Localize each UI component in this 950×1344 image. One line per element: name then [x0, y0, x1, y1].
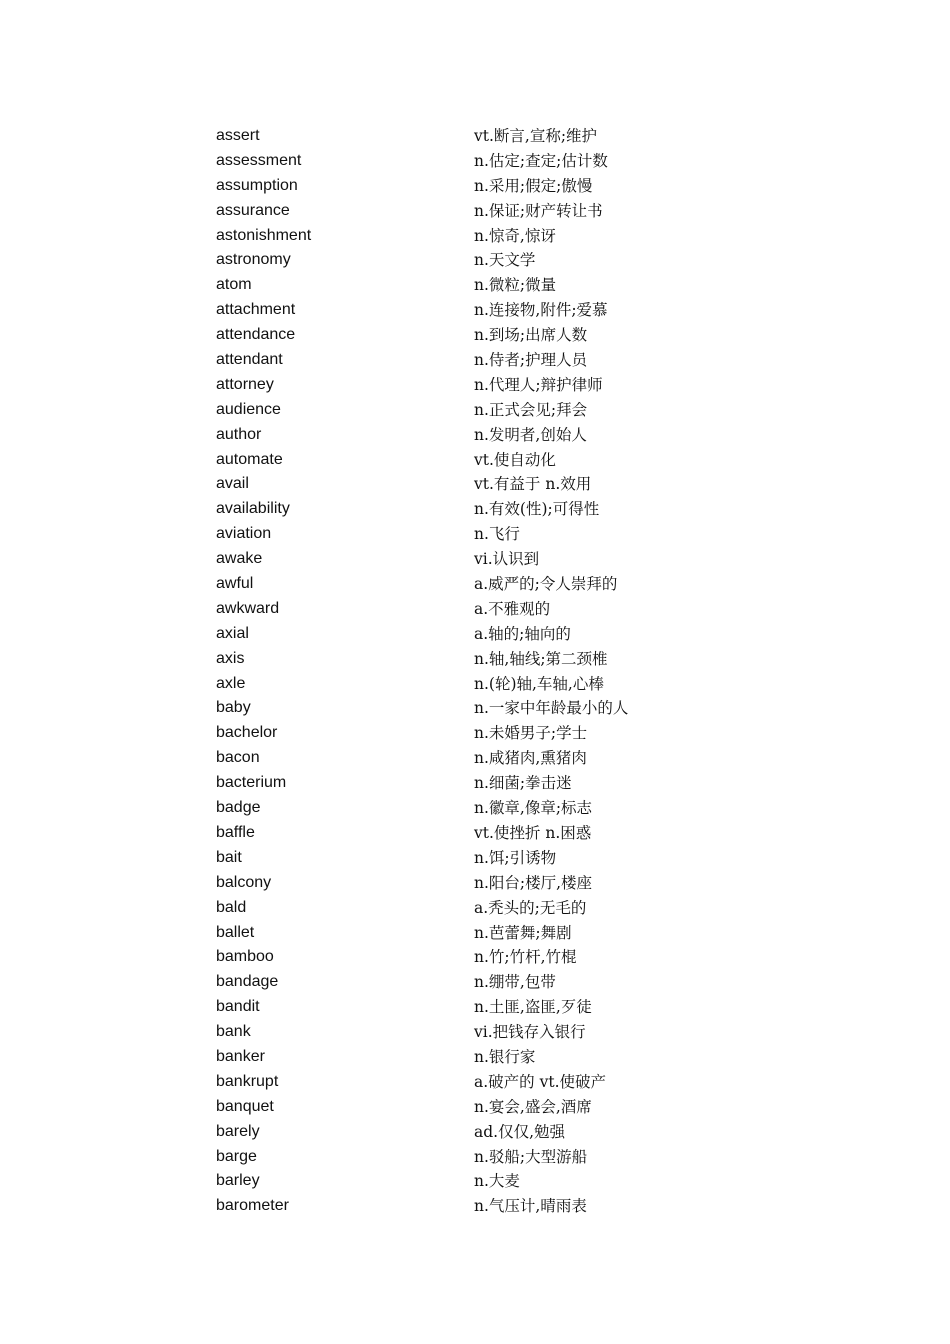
- vocab-row: [216, 248, 736, 273]
- vocab-row: [216, 721, 736, 746]
- vocab-definition: n.咸猪肉,熏猪肉: [474, 749, 587, 768]
- vocab-definition: ad.仅仅,勉强: [474, 1122, 566, 1141]
- vocab-row: [216, 522, 736, 547]
- vocab-word: axial: [216, 624, 249, 642]
- vocab-definition: a.破产的 vt.使破产: [474, 1072, 607, 1091]
- vocab-row: [216, 547, 736, 572]
- vocab-definition: n.芭蕾舞;舞剧: [474, 923, 572, 942]
- vocab-row: [216, 746, 736, 771]
- vocab-row: [216, 199, 736, 224]
- vocab-definition: n.微粒;微量: [474, 276, 557, 295]
- vocab-word: attendant: [216, 351, 283, 369]
- vocab-definition: vt.使自动化: [474, 450, 556, 469]
- vocab-word: bank: [216, 1023, 251, 1041]
- vocab-definition: n.天文学: [474, 251, 536, 270]
- vocab-definition: n.飞行: [474, 525, 520, 544]
- vocab-word: atom: [216, 276, 252, 294]
- vocab-word: awkward: [216, 599, 280, 617]
- vocab-row: [216, 597, 736, 622]
- vocab-row: [216, 647, 736, 672]
- vocab-row: [216, 1194, 736, 1219]
- vocab-definition: n.土匪,盗匪,歹徒: [474, 998, 592, 1017]
- vocab-definition: n.驳船;大型游船: [474, 1147, 588, 1166]
- vocab-word: astonishment: [216, 226, 312, 244]
- vocab-row: [216, 224, 736, 249]
- vocab-word: bandage: [216, 973, 279, 991]
- vocab-row: [216, 970, 736, 995]
- vocab-row: [216, 1169, 736, 1194]
- vocabulary-list: [216, 124, 736, 1219]
- vocab-row: [216, 298, 736, 323]
- vocab-row: [216, 373, 736, 398]
- vocab-word: axis: [216, 649, 245, 667]
- vocab-definition: n.未婚男子;学士: [474, 724, 588, 743]
- vocab-definition: n.连接物,附件;爱慕: [474, 301, 608, 320]
- vocab-definition: a.不雅观的: [474, 599, 551, 618]
- vocab-definition: n.保证;财产转让书: [474, 201, 603, 220]
- vocab-definition: n.细菌;拳击迷: [474, 774, 572, 793]
- vocab-word: awake: [216, 550, 263, 568]
- vocab-definition: n.大麦: [474, 1172, 520, 1191]
- vocab-word: assessment: [216, 151, 302, 169]
- vocab-row: [216, 1020, 736, 1045]
- vocab-word: bandit: [216, 998, 260, 1016]
- vocab-definition: vi.把钱存入银行: [474, 1023, 586, 1042]
- vocab-word: balcony: [216, 873, 272, 891]
- vocab-word: bankrupt: [216, 1072, 279, 1090]
- vocab-word: bacterium: [216, 774, 287, 792]
- vocab-row: [216, 124, 736, 149]
- vocab-definition: n.(轮)轴,车轴,心棒: [474, 674, 604, 693]
- vocab-word: ballet: [216, 923, 255, 941]
- vocab-row: [216, 423, 736, 448]
- vocab-row: [216, 1120, 736, 1145]
- vocab-row: [216, 871, 736, 896]
- vocab-definition: vt.有益于 n.效用: [474, 475, 592, 494]
- vocab-definition: vi.认识到: [474, 550, 540, 569]
- vocab-definition: n.到场;出席人数: [474, 326, 588, 345]
- vocab-word: author: [216, 425, 262, 443]
- vocab-row: [216, 1070, 736, 1095]
- vocab-definition: n.代理人;辩护律师: [474, 375, 603, 394]
- vocab-row: [216, 846, 736, 871]
- vocab-word: bald: [216, 898, 247, 916]
- vocab-word: attorney: [216, 375, 274, 393]
- vocab-definition: vt.使挫折 n.困惑: [474, 823, 592, 842]
- vocab-row: [216, 273, 736, 298]
- vocab-row: [216, 1045, 736, 1070]
- vocab-word: badge: [216, 799, 261, 817]
- vocab-row: [216, 821, 736, 846]
- vocab-definition: n.侍者;护理人员: [474, 351, 588, 370]
- vocab-definition: n.竹;竹杆,竹棍: [474, 948, 577, 967]
- vocab-row: [216, 921, 736, 946]
- vocab-row: [216, 796, 736, 821]
- vocab-definition: n.徽章,像章;标志: [474, 799, 593, 818]
- vocab-word: astronomy: [216, 251, 291, 269]
- vocab-word: audience: [216, 400, 281, 418]
- vocab-word: attachment: [216, 301, 296, 319]
- vocab-definition: n.饵;引诱物: [474, 848, 557, 867]
- vocab-row: [216, 896, 736, 921]
- vocab-row: [216, 572, 736, 597]
- vocab-row: [216, 323, 736, 348]
- vocab-row: [216, 945, 736, 970]
- vocab-row: [216, 497, 736, 522]
- vocab-definition: n.正式会见;拜会: [474, 400, 588, 419]
- vocab-definition: n.采用;假定;傲慢: [474, 176, 593, 195]
- vocab-row: [216, 771, 736, 796]
- vocab-definition: n.银行家: [474, 1047, 536, 1066]
- vocab-definition: n.有效(性);可得性: [474, 500, 600, 519]
- vocab-definition: n.估定;查定;估计数: [474, 151, 608, 170]
- vocab-definition: vt.断言,宣称;维护: [474, 127, 598, 145]
- vocab-row: [216, 149, 736, 174]
- vocab-definition: a.秃头的;无毛的: [474, 898, 587, 917]
- vocab-row: [216, 348, 736, 373]
- vocab-definition: n.一家中年龄最小的人: [474, 699, 629, 718]
- vocab-word: assert: [216, 127, 260, 144]
- vocab-word: bamboo: [216, 948, 274, 966]
- vocab-row: [216, 622, 736, 647]
- vocab-word: automate: [216, 450, 283, 468]
- vocab-row: [216, 472, 736, 497]
- vocab-definition: n.宴会,盛会,酒席: [474, 1097, 592, 1116]
- vocab-row: [216, 1095, 736, 1120]
- vocab-word: aviation: [216, 525, 272, 543]
- vocab-definition: n.惊奇,惊讶: [474, 226, 556, 245]
- vocab-definition: n.阳台;楼厅,楼座: [474, 873, 593, 892]
- vocab-word: banquet: [216, 1097, 274, 1115]
- vocab-definition: n.气压计,晴雨表: [474, 1197, 587, 1216]
- vocab-word: barometer: [216, 1197, 289, 1215]
- vocab-word: axle: [216, 674, 246, 692]
- vocab-word: barely: [216, 1122, 260, 1140]
- vocab-word: barge: [216, 1147, 257, 1165]
- vocab-word: baffle: [216, 823, 255, 841]
- vocab-word: assumption: [216, 176, 298, 194]
- vocab-word: bait: [216, 848, 242, 866]
- vocab-word: bacon: [216, 749, 260, 767]
- vocab-row: [216, 672, 736, 697]
- vocab-word: avail: [216, 475, 249, 493]
- vocab-row: [216, 995, 736, 1020]
- vocab-word: assurance: [216, 201, 290, 219]
- vocab-word: attendance: [216, 326, 296, 344]
- vocab-definition: a.威严的;令人崇拜的: [474, 575, 618, 594]
- vocab-word: awful: [216, 575, 254, 593]
- vocab-word: bachelor: [216, 724, 278, 742]
- vocab-row: [216, 448, 736, 473]
- vocab-row: [216, 696, 736, 721]
- vocab-word: baby: [216, 699, 251, 717]
- vocab-word: availability: [216, 500, 290, 518]
- vocab-definition: n.发明者,创始人: [474, 425, 587, 444]
- vocab-row: [216, 1145, 736, 1170]
- vocab-word: barley: [216, 1172, 260, 1190]
- vocab-row: [216, 398, 736, 423]
- vocab-word: banker: [216, 1047, 265, 1065]
- vocab-definition: a.轴的;轴向的: [474, 624, 571, 643]
- vocab-row: [216, 174, 736, 199]
- vocab-definition: n.绷带,包带: [474, 973, 556, 992]
- vocab-definition: n.轴,轴线;第二颈椎: [474, 649, 608, 668]
